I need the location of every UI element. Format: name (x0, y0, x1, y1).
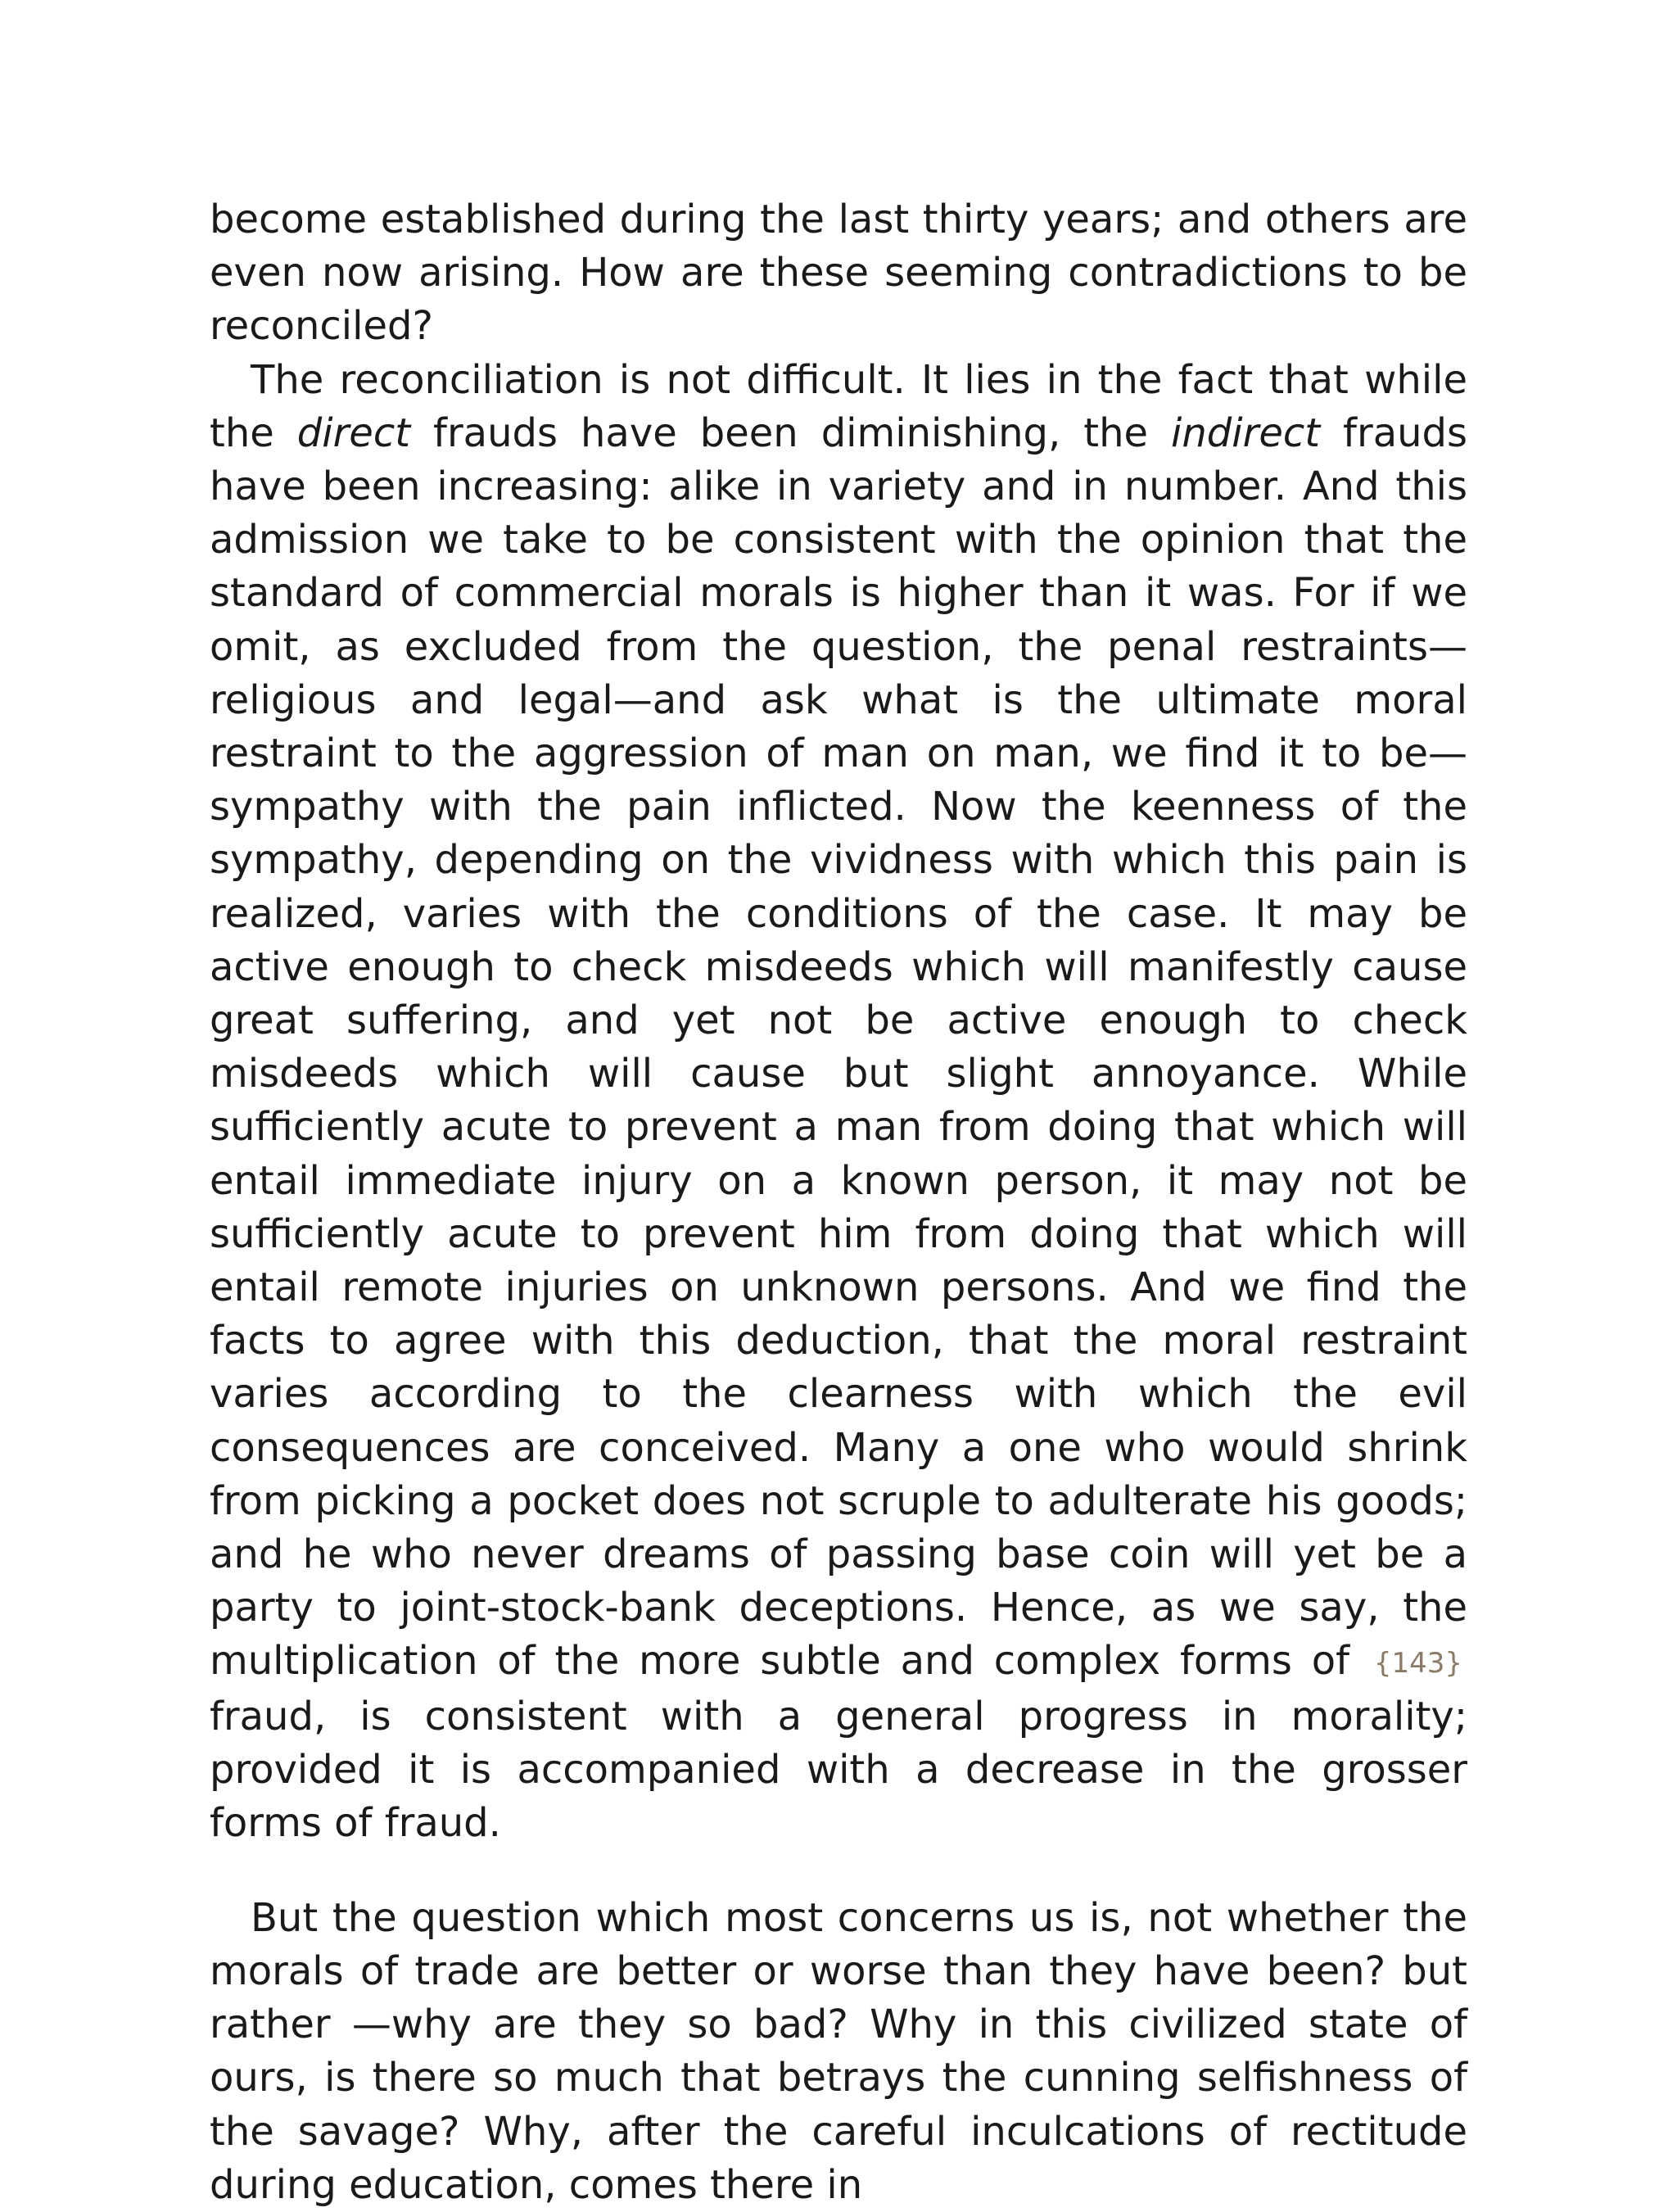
paragraph-reconciliation (210, 354, 1467, 1851)
paragraph-text: fraud, is consistent with a general progress in morality; provided it is accompanied with a decrease in the grosser forms of fraud. (210, 1694, 1467, 1847)
page-number-marker: {143} (1373, 1646, 1462, 1680)
italic-indirect: indirect (1171, 409, 1321, 456)
paragraph-text: frauds have been diminishing, the (410, 409, 1172, 456)
paragraph-continuation: become established during the last thirty years; and others are even now arising. How are these seeming contradictions to be reconciled? (210, 197, 1467, 350)
document-page (210, 193, 1467, 2212)
italic-direct: direct (296, 409, 411, 456)
paragraph-text: The reconciliation is not difficult. It lies in the fact that while the (210, 356, 1467, 456)
paragraph-text: frauds have been increasing: alike in variety and in number. And this admission we take to be consistent with the opinion that the standard of commercial morals is higher than it was. For if we omit, as excluded from the question, the penal restraints—religious and legal—and ask what is the ultimate moral restraint to the aggression of man on man, we find it to be—sympathy with the pain inflicted. Now the keenness of the sympathy, depending on the vividness with which this pain is realized, varies with the conditions of the case. It may be active enough to check misdeeds which will manifestly cause great suffering, and yet not be active enough to check misdeeds which will cause but slight annoyance. While sufficiently acute to prevent a man from doing that which will entail immediate injury on a known person, it may not be sufficiently acute to prevent him from doing that which will entail remote injuries on unknown persons. And we find the facts to agree with this deduction, that the moral restraint varies according to the clearness with which the evil consequences are conceived. Many a one who would shrink from picking a pocket does not scruple to adulterate his goods; and he who never dreams of passing base coin will yet be a party to joint-stock-bank deceptions. Hence, as we say, the multiplication of the more subtle and complex forms of (210, 409, 1467, 1685)
paragraph-question: But the question which most concerns us is, not whether the morals of trade are better or worse than they have been? but rather —why are they so bad? Why in this civilized state of ours, is there so much that betrays the cunning selfishness of the savage? Why, after the careful inculcations of rectitude during education, comes there in (210, 1894, 1467, 2208)
